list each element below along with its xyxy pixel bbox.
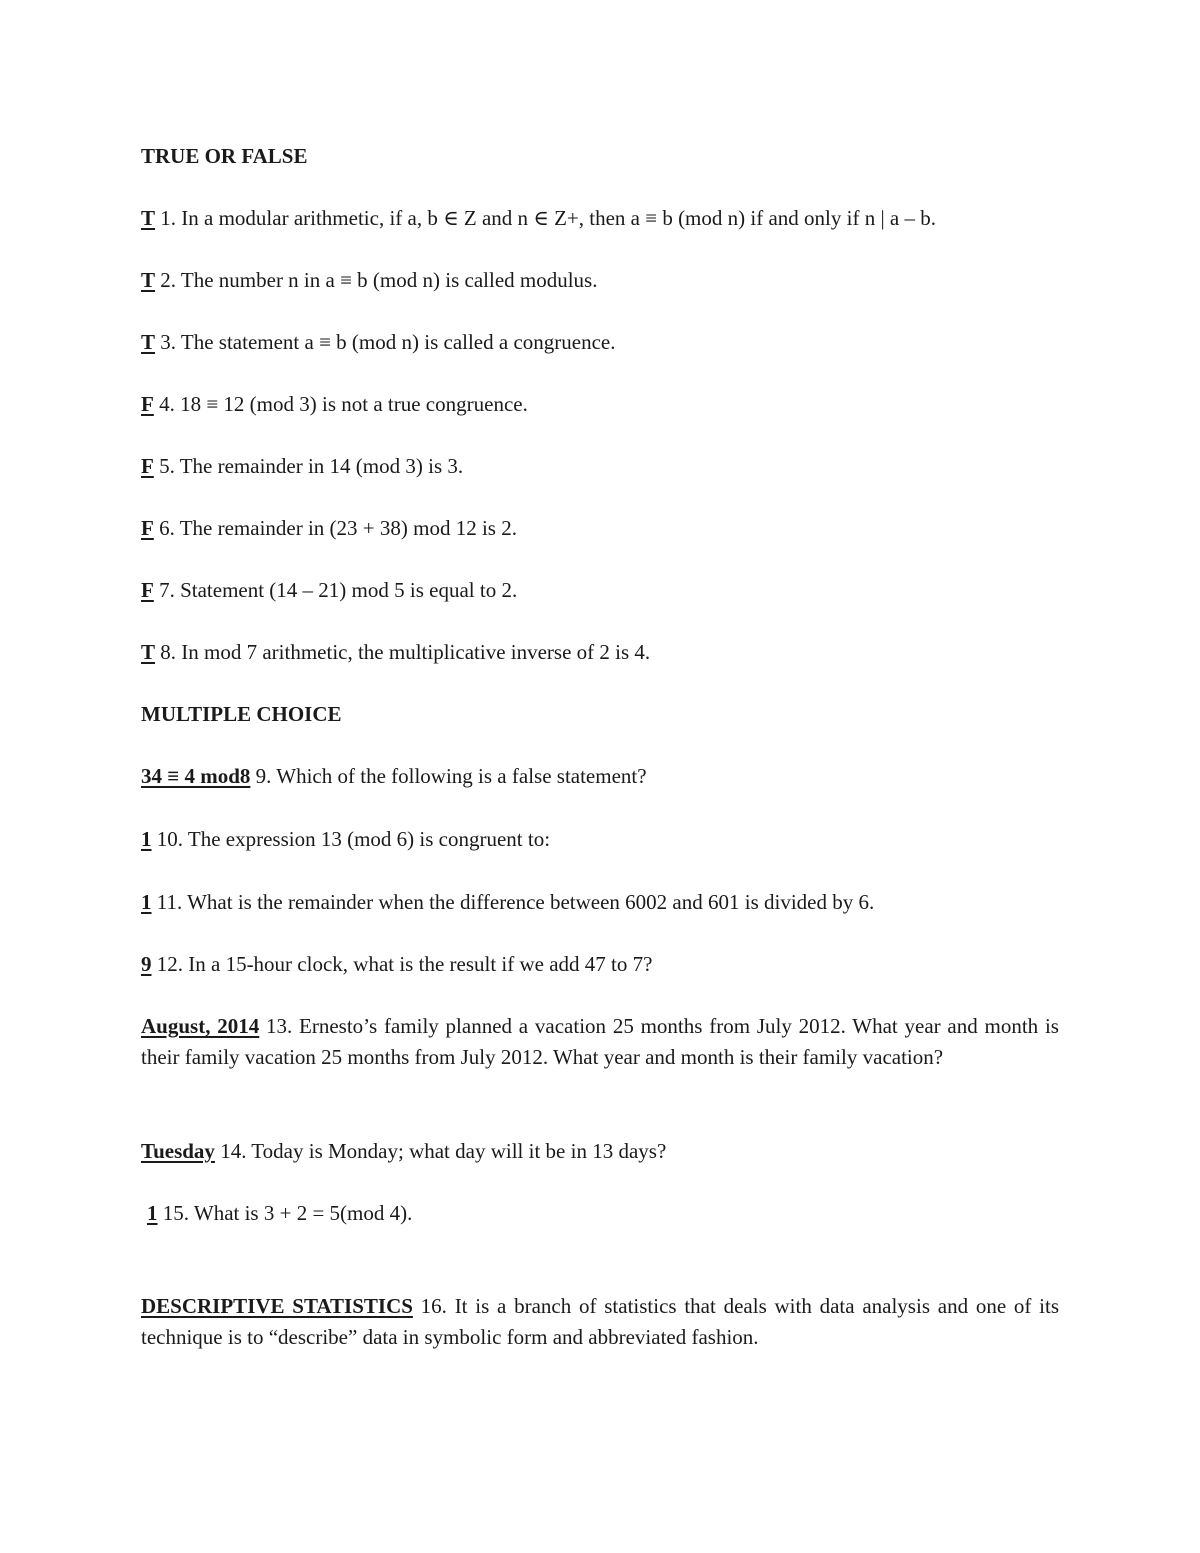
answer: F (141, 578, 154, 602)
question-text: 6. The remainder in (23 + 38) mod 12 is 2. (153, 516, 517, 540)
question-item (141, 451, 1061, 482)
question-text: 5. The remainder in 14 (mod 3) is 3. (153, 454, 464, 478)
answer: T (141, 330, 156, 354)
question-text: 14. Today is Monday; what day will it be in 13 days? (214, 1139, 667, 1163)
answer: F (141, 516, 154, 540)
section-heading-multiple-choice: MULTIPLE CHOICE (141, 702, 342, 726)
question-item (141, 575, 1061, 606)
answer: 1 (141, 890, 152, 914)
question-text: 13. Ernesto’s family planned a vacation 25 months from July 2012. What year and month is their family vacation 25 months from July 2012. What year and month is their family vacation? (141, 1014, 1059, 1069)
question-text: 11. What is the remainder when the difference between 6002 and 601 is divided by 6. (151, 890, 875, 914)
answer: F (141, 454, 154, 478)
question-item (141, 1136, 1061, 1167)
answer: August, 2014 (141, 1014, 260, 1038)
question-item (141, 265, 1061, 296)
answer: 1 (147, 1201, 158, 1225)
question-item (141, 327, 1061, 358)
document-page (141, 0, 1061, 1553)
answer: T (141, 206, 156, 230)
answer: Tuesday (141, 1139, 215, 1163)
answer: T (141, 268, 156, 292)
answer: 9 (141, 952, 152, 976)
answer: DESCRIPTIVE STATISTICS (141, 1294, 413, 1318)
question-item (141, 637, 1061, 668)
question-item (141, 1291, 1059, 1353)
answer: F (141, 392, 154, 416)
question-item (141, 887, 1061, 918)
question-item (141, 1198, 1067, 1229)
question-item (141, 1011, 1059, 1073)
question-item (141, 949, 1061, 980)
section-heading-true-false: TRUE OR FALSE (141, 144, 308, 168)
question-text: 7. Statement (14 – 21) mod 5 is equal to 2. (153, 578, 518, 602)
question-text: 2. The number n in a ≡ b (mod n) is called modulus. (155, 268, 598, 292)
answer: 34 ≡ 4 mod8 (141, 764, 251, 788)
question-item (141, 761, 1061, 792)
question-text: 15. What is 3 + 2 = 5(mod 4). (157, 1201, 413, 1225)
answer: T (141, 640, 156, 664)
question-item (141, 824, 1061, 855)
question-text: 12. In a 15-hour clock, what is the result if we add 47 to 7? (151, 952, 653, 976)
question-text: 8. In mod 7 arithmetic, the multiplicative inverse of 2 is 4. (155, 640, 651, 664)
question-text: 4. 18 ≡ 12 (mod 3) is not a true congruence. (153, 392, 528, 416)
question-text: 1. In a modular arithmetic, if a, b ∈ Z and n ∈ Z+, then a ≡ b (mod n) if and only if n | a – b. (155, 206, 936, 230)
question-item (141, 203, 1061, 234)
question-item (141, 389, 1061, 420)
answer: 1 (141, 827, 152, 851)
question-item (141, 513, 1061, 544)
question-text: 9. Which of the following is a false statement? (250, 764, 647, 788)
question-text: 16. It is a branch of statistics that deals with data analysis and one of its technique is to “describe” data in symbolic form and abbreviated fashion. (141, 1294, 1059, 1349)
question-text: 3. The statement a ≡ b (mod n) is called a congruence. (155, 330, 616, 354)
question-text: 10. The expression 13 (mod 6) is congruent to: (151, 827, 551, 851)
